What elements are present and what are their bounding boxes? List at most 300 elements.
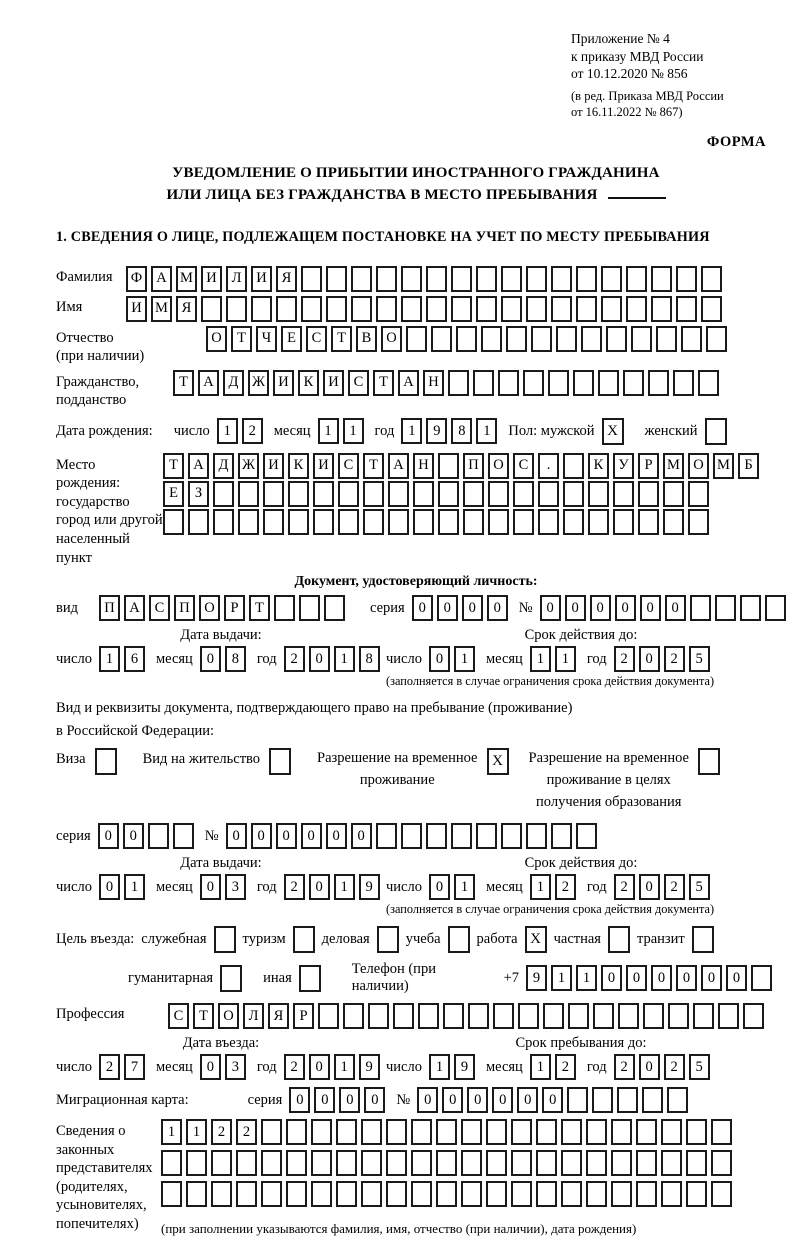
form-cell xyxy=(313,509,334,535)
form-cell xyxy=(288,481,309,507)
form-cell: П xyxy=(463,453,484,479)
migration-card-series-cells xyxy=(289,1087,389,1113)
form-cell: . xyxy=(538,453,559,479)
entry-date-heading: Дата въезда: xyxy=(182,1035,260,1052)
valid-month-cells xyxy=(530,874,580,900)
form-cell: А xyxy=(124,595,145,621)
form-cell: Ч xyxy=(256,326,277,352)
form-cell xyxy=(336,1150,357,1176)
form-cell xyxy=(461,1181,482,1207)
form-cell xyxy=(361,1119,382,1145)
form-cell: Д xyxy=(223,370,244,396)
form-cell: И xyxy=(323,370,344,396)
birth-place-label-line4: населенный пункт xyxy=(56,531,130,566)
form-cell xyxy=(376,296,397,322)
form-cell xyxy=(286,1119,307,1145)
form-cell xyxy=(388,509,409,535)
residence-doc-series-label: серия xyxy=(56,827,91,844)
legal-reps-label-line2: законных xyxy=(56,1141,115,1158)
patronymic-label-line2: (при наличии) xyxy=(56,348,145,365)
form-cell: 1 xyxy=(217,418,238,444)
form-cell: Е xyxy=(163,481,184,507)
residence-doc-intro-line2: в Российской Федерации: xyxy=(56,722,215,739)
residence-doc-number-label: № xyxy=(204,827,219,844)
form-cell xyxy=(526,296,547,322)
form-cell xyxy=(668,1003,689,1029)
form-cell xyxy=(661,1150,682,1176)
form-cell xyxy=(476,296,497,322)
form-cell: 0 xyxy=(639,874,660,900)
form-cell xyxy=(511,1119,532,1145)
form-cell: 0 xyxy=(601,965,622,991)
form-cell: Т xyxy=(373,370,394,396)
profession-cells xyxy=(168,1003,768,1029)
form-cell xyxy=(501,823,522,849)
form-cell xyxy=(336,1181,357,1207)
legal-reps-cell-rows xyxy=(161,1119,736,1237)
migration-card-number-cells xyxy=(417,1087,692,1113)
form-cell: 0 xyxy=(99,874,120,900)
form-cell xyxy=(598,370,619,396)
purpose-tourism-checkbox xyxy=(293,926,315,953)
form-cell xyxy=(493,1003,514,1029)
form-cell xyxy=(765,595,786,621)
form-cell xyxy=(363,481,384,507)
form-cell xyxy=(718,1003,739,1029)
form-cell: 0 xyxy=(639,1054,660,1080)
entry-year-label: год xyxy=(256,1058,277,1075)
form-cell xyxy=(611,1119,632,1145)
residence-doc-options xyxy=(56,748,776,813)
purpose-business-label: деловая xyxy=(321,931,370,948)
form-cell: 6 xyxy=(124,646,145,672)
residence-doc-valid-date xyxy=(386,874,776,900)
issue-year-label: год xyxy=(256,650,277,667)
stay-month-label: месяц xyxy=(485,1058,523,1075)
form-cell xyxy=(186,1150,207,1176)
form-cell xyxy=(642,1087,663,1113)
identity-doc-valid-col xyxy=(386,627,776,689)
form-cell xyxy=(173,823,194,849)
form-cell: 0 xyxy=(665,595,686,621)
identity-doc-kind-row xyxy=(56,595,776,621)
form-cell: 1 xyxy=(530,874,551,900)
identity-doc-valid-heading: Срок действия до: xyxy=(524,627,638,644)
form-cell xyxy=(501,296,522,322)
entry-month-label: месяц xyxy=(155,1058,193,1075)
form-cell: 2 xyxy=(664,1054,685,1080)
form-cell: Т xyxy=(363,453,384,479)
form-cell: Б xyxy=(738,453,759,479)
form-cell xyxy=(386,1150,407,1176)
form-cell xyxy=(286,1150,307,1176)
form-cell xyxy=(661,1181,682,1207)
purpose-transit-checkbox xyxy=(692,926,714,953)
form-cell: Я xyxy=(268,1003,289,1029)
form-cell xyxy=(567,1087,588,1113)
form-cell xyxy=(498,370,519,396)
form-cell: 2 xyxy=(99,1054,120,1080)
form-cell: Ж xyxy=(248,370,269,396)
form-cell: К xyxy=(588,453,609,479)
form-cell xyxy=(586,1150,607,1176)
residence-doc-valid-note: (заполняется в случае ограничения срока действия документа) xyxy=(386,902,715,917)
header-reference-block xyxy=(571,30,776,120)
form-cell: 0 xyxy=(309,1054,330,1080)
form-cell xyxy=(690,595,711,621)
issue-day-label: число xyxy=(56,878,92,895)
form-cell xyxy=(568,1003,589,1029)
option-temp-residence-edu-label-line2: проживание в целях xyxy=(546,771,671,788)
form-cell xyxy=(438,453,459,479)
patronymic-cells xyxy=(206,326,731,352)
migration-card-row xyxy=(56,1087,776,1113)
form-cell: О xyxy=(206,326,227,352)
form-cell xyxy=(401,296,422,322)
issue-month-label: месяц xyxy=(155,878,193,895)
valid-month-label: месяц xyxy=(485,650,523,667)
option-temp-residence-edu xyxy=(529,748,720,813)
form-cell: М xyxy=(151,296,172,322)
form-cell: З xyxy=(188,481,209,507)
form-cell xyxy=(276,296,297,322)
form-cell xyxy=(261,1150,282,1176)
form-cell: 1 xyxy=(99,646,120,672)
form-cell: О xyxy=(688,453,709,479)
form-cell xyxy=(651,266,672,292)
entry-date xyxy=(56,1054,386,1080)
stay-until-date xyxy=(386,1054,776,1080)
name-label: Имя xyxy=(56,298,83,315)
form-cell xyxy=(551,296,572,322)
stay-day-label: число xyxy=(386,1058,422,1075)
option-visa-label: Виза xyxy=(56,751,86,768)
form-cell: Я xyxy=(276,266,297,292)
purpose-other-checkbox xyxy=(299,965,321,992)
form-cell xyxy=(526,823,547,849)
legal-reps-row xyxy=(56,1119,776,1237)
form-cell xyxy=(617,1087,638,1113)
form-cell xyxy=(376,266,397,292)
form-cell: 2 xyxy=(284,874,305,900)
identity-doc-series-label: серия xyxy=(369,599,405,616)
identity-doc-issue-date xyxy=(56,646,386,672)
form-cell: Т xyxy=(249,595,270,621)
form-cell: О xyxy=(218,1003,239,1029)
legal-reps-cells-row1 xyxy=(161,1119,736,1145)
form-cell xyxy=(438,509,459,535)
form-cell: Р xyxy=(224,595,245,621)
form-cell xyxy=(563,509,584,535)
form-cell: 2 xyxy=(555,874,576,900)
form-cell xyxy=(688,509,709,535)
form-cell: 1 xyxy=(334,1054,355,1080)
birth-place-label-line3: город или другой xyxy=(56,512,163,529)
valid-day-cells xyxy=(429,646,479,672)
form-cell: 1 xyxy=(343,418,364,444)
form-cell: М xyxy=(663,453,684,479)
issue-day-label: число xyxy=(56,650,92,667)
form-cell: 0 xyxy=(640,595,661,621)
form-cell xyxy=(361,1150,382,1176)
form-cell xyxy=(676,266,697,292)
form-cell xyxy=(411,1181,432,1207)
birth-year-label: год xyxy=(374,422,395,439)
form-cell: Я xyxy=(176,296,197,322)
patronymic-label-line1: Отчество xyxy=(56,329,114,346)
form-cell xyxy=(538,481,559,507)
form-cell xyxy=(461,1119,482,1145)
form-cell: Т xyxy=(231,326,252,352)
residence-doc-intro xyxy=(56,697,776,742)
form-cell xyxy=(351,296,372,322)
migration-card-label: Миграционная карта: xyxy=(56,1091,189,1108)
form-cell xyxy=(626,266,647,292)
purpose-tourism-label: туризм xyxy=(242,931,286,948)
form-cell xyxy=(536,1150,557,1176)
visit-purpose-row2 xyxy=(128,961,776,995)
birth-date-row xyxy=(56,418,776,445)
form-cell xyxy=(376,823,397,849)
form-cell xyxy=(431,326,452,352)
form-cell xyxy=(368,1003,389,1029)
form-cell xyxy=(361,1181,382,1207)
form-cell: 0 xyxy=(639,646,660,672)
entry-dates xyxy=(56,1035,776,1080)
residence-doc-series-row xyxy=(56,823,776,849)
purpose-transit-label: транзит xyxy=(636,931,685,948)
name-row xyxy=(56,296,776,322)
form-cell xyxy=(643,1003,664,1029)
form-cell xyxy=(436,1181,457,1207)
form-cell xyxy=(506,326,527,352)
form-cell: 5 xyxy=(689,874,710,900)
birth-place-cell-rows xyxy=(163,453,763,537)
form-cell xyxy=(286,1181,307,1207)
option-temp-residence-edu-label-line1: Разрешение на временное xyxy=(528,750,689,767)
residence-doc-issue-date xyxy=(56,874,386,900)
form-cell: 0 xyxy=(289,1087,310,1113)
form-cell xyxy=(486,1181,507,1207)
form-cell xyxy=(299,595,320,621)
patronymic-row xyxy=(56,326,776,366)
form-cell: С xyxy=(306,326,327,352)
form-cell: 1 xyxy=(576,965,597,991)
form-cell xyxy=(148,823,169,849)
form-cell xyxy=(326,296,347,322)
form-cell: 0 xyxy=(326,823,347,849)
form-cell xyxy=(576,266,597,292)
form-cell: А xyxy=(198,370,219,396)
form-cell xyxy=(318,1003,339,1029)
form-cell: 7 xyxy=(124,1054,145,1080)
birth-place-label xyxy=(56,453,163,567)
legal-reps-label xyxy=(56,1119,161,1233)
valid-day-label: число xyxy=(386,650,422,667)
option-visa xyxy=(56,748,117,775)
form-cell xyxy=(693,1003,714,1029)
form-cell xyxy=(648,370,669,396)
form-cell xyxy=(413,481,434,507)
form-cell: 1 xyxy=(334,646,355,672)
form-cell: 2 xyxy=(664,646,685,672)
form-cell xyxy=(426,296,447,322)
form-cell xyxy=(473,370,494,396)
form-title xyxy=(56,163,776,207)
sex-label: Пол: мужской xyxy=(508,422,595,439)
purpose-humanitarian-checkbox xyxy=(220,965,242,992)
residence-doc-series-cells xyxy=(98,823,198,849)
form-cell xyxy=(576,296,597,322)
form-cell xyxy=(611,1150,632,1176)
form-cell: 0 xyxy=(442,1087,463,1113)
title-blank-underline xyxy=(608,185,666,199)
birth-month-label: месяц xyxy=(273,422,311,439)
valid-day-label: число xyxy=(386,878,422,895)
form-cell xyxy=(536,1119,557,1145)
form-cell xyxy=(656,326,677,352)
valid-month-label: месяц xyxy=(485,878,523,895)
form-cell: И xyxy=(313,453,334,479)
form-cell xyxy=(686,1181,707,1207)
form-cell xyxy=(501,266,522,292)
identity-doc-valid-date xyxy=(386,646,776,672)
form-cell: 0 xyxy=(676,965,697,991)
form-cell xyxy=(386,1181,407,1207)
form-cell xyxy=(488,481,509,507)
residence-doc-issue-col xyxy=(56,855,386,917)
form-cell xyxy=(681,326,702,352)
form-cell: 0 xyxy=(492,1087,513,1113)
form-cell: 1 xyxy=(334,874,355,900)
form-cell: П xyxy=(174,595,195,621)
form-cell xyxy=(301,296,322,322)
phone-cells xyxy=(526,965,776,991)
purpose-official-checkbox xyxy=(214,926,236,953)
citizenship-row xyxy=(56,370,776,410)
form-cell xyxy=(438,481,459,507)
form-cell xyxy=(213,481,234,507)
form-cell: 0 xyxy=(437,595,458,621)
issue-month-cells xyxy=(200,646,250,672)
issue-year-cells xyxy=(284,874,384,900)
form-cell xyxy=(636,1119,657,1145)
form-cell: Т xyxy=(173,370,194,396)
form-cell: 0 xyxy=(309,874,330,900)
form-cell: 2 xyxy=(236,1119,257,1145)
form-cell xyxy=(426,823,447,849)
form-cell xyxy=(211,1150,232,1176)
stay-month-cells xyxy=(530,1054,580,1080)
form-cell: И xyxy=(273,370,294,396)
valid-year-label: год xyxy=(586,650,607,667)
form-cell: 0 xyxy=(701,965,722,991)
migration-card-series-label: серия xyxy=(247,1091,283,1108)
form-cell xyxy=(411,1150,432,1176)
form-cell xyxy=(636,1150,657,1176)
patronymic-label xyxy=(56,326,206,366)
form-cell xyxy=(711,1181,732,1207)
stay-day-cells xyxy=(429,1054,479,1080)
valid-year-cells xyxy=(614,646,714,672)
form-cell: М xyxy=(176,266,197,292)
valid-month-cells xyxy=(530,646,580,672)
form-cell xyxy=(236,1150,257,1176)
form-cell xyxy=(593,1003,614,1029)
purpose-private-checkbox xyxy=(608,926,630,953)
form-cell: 0 xyxy=(517,1087,538,1113)
form-cell xyxy=(513,509,534,535)
form-cell xyxy=(651,296,672,322)
form-cell: А xyxy=(188,453,209,479)
form-cell xyxy=(461,1150,482,1176)
form-cell: 0 xyxy=(590,595,611,621)
form-cell: 2 xyxy=(555,1054,576,1080)
purpose-work-checkbox: X xyxy=(525,926,547,953)
option-temp-residence-label-line2: проживание xyxy=(359,771,435,788)
identity-doc-number-label: № xyxy=(518,599,533,616)
form-cell: К xyxy=(288,453,309,479)
birth-place-row xyxy=(56,453,776,567)
form-cell xyxy=(343,1003,364,1029)
form-cell xyxy=(274,595,295,621)
form-cell: 0 xyxy=(123,823,144,849)
form-cell: 2 xyxy=(614,874,635,900)
form-cell: 1 xyxy=(551,965,572,991)
form-cell xyxy=(661,1119,682,1145)
option-temp-residence-edu-checkbox xyxy=(698,748,720,775)
form-cell xyxy=(406,326,427,352)
visit-purpose-label: Цель въезда: xyxy=(56,931,135,948)
residence-doc-intro-line1: Вид и реквизиты документа, подтверждающего право на пребывание (проживание) xyxy=(56,700,573,717)
entry-month-cells xyxy=(200,1054,250,1080)
option-temp-residence-label-line1: Разрешение на временное xyxy=(317,750,478,767)
form-cell xyxy=(511,1150,532,1176)
form-cell: 9 xyxy=(359,874,380,900)
forma-label: ФОРМА xyxy=(706,134,766,151)
header-line: от 10.12.2020 № 856 xyxy=(571,66,688,82)
form-cell xyxy=(163,509,184,535)
form-cell: 8 xyxy=(451,418,472,444)
form-cell: Т xyxy=(193,1003,214,1029)
identity-doc-issue-col xyxy=(56,627,386,689)
birth-place-label-line1: Место рождения: xyxy=(56,456,121,492)
entry-day-label: число xyxy=(56,1058,92,1075)
form-cell xyxy=(601,296,622,322)
purpose-humanitarian-label: гуманитарная xyxy=(128,969,214,986)
form-cell: Ф xyxy=(126,266,147,292)
sex-female-label: женский xyxy=(644,422,698,439)
form-cell xyxy=(463,509,484,535)
form-cell xyxy=(451,823,472,849)
residence-doc-issue-heading: Дата выдачи: xyxy=(180,855,262,872)
header-line: к приказу МВД России xyxy=(571,48,704,64)
citizenship-label xyxy=(56,370,173,410)
form-cell xyxy=(588,481,609,507)
option-temp-residence-edu-label-line3: получения образования xyxy=(536,793,682,810)
profession-row xyxy=(56,1003,776,1029)
form-cell xyxy=(686,1150,707,1176)
entry-day-cells xyxy=(99,1054,149,1080)
purpose-study-label: учеба xyxy=(405,931,441,948)
identity-doc-valid-note: (заполняется в случае ограничения срока действия документа) xyxy=(386,674,715,689)
legal-reps-cells-row2 xyxy=(161,1150,736,1176)
form-cell xyxy=(226,296,247,322)
purpose-official-label: служебная xyxy=(141,931,207,948)
form-cell xyxy=(311,1150,332,1176)
valid-year-cells xyxy=(614,874,714,900)
form-cell xyxy=(324,595,345,621)
